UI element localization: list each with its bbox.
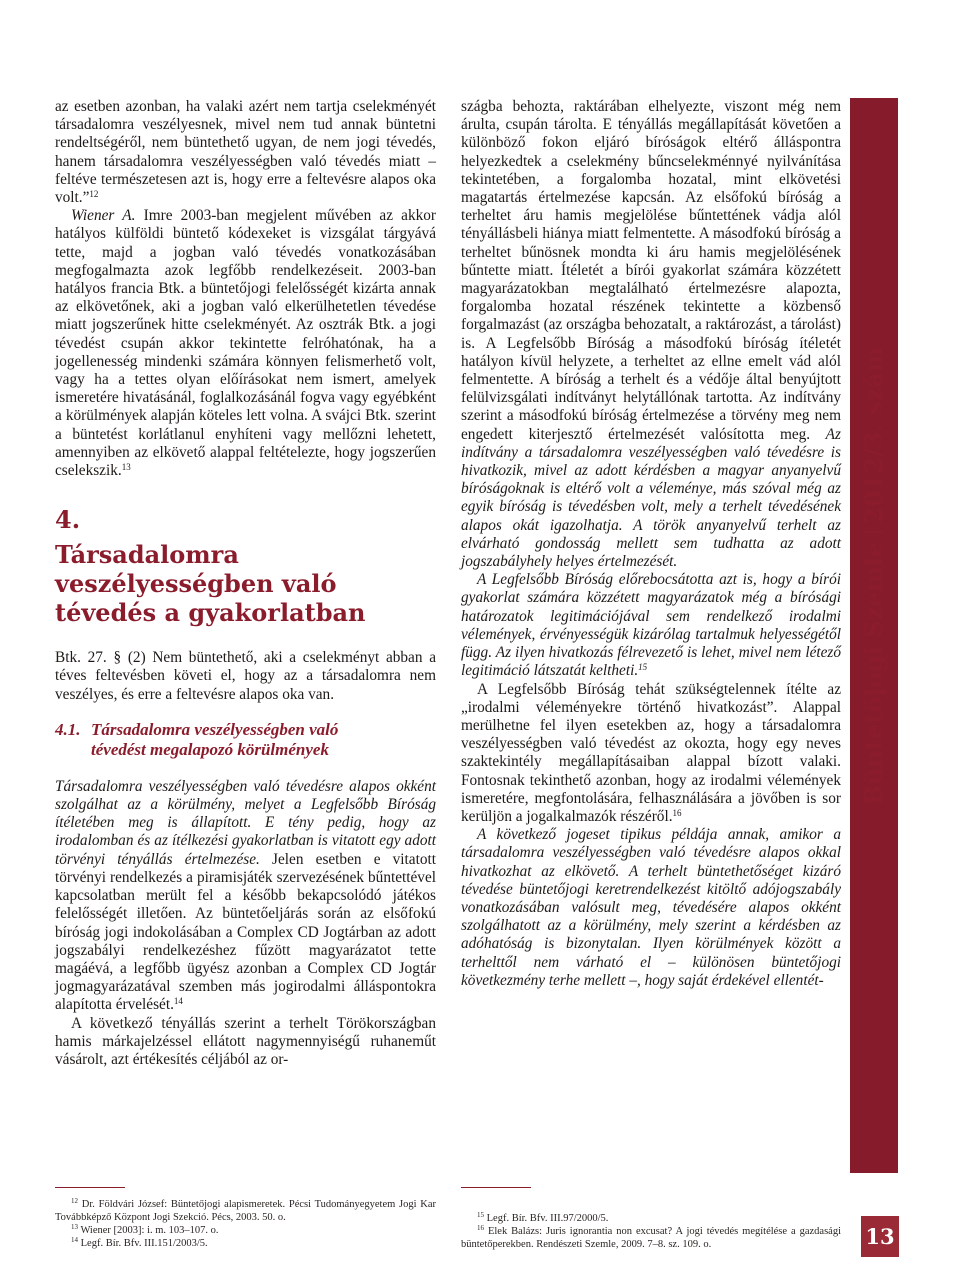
footnote-ref: 14 <box>173 996 183 1007</box>
footnote-ref: 12 <box>89 189 99 200</box>
footnote: $^{15}$ Legf. Bír. Bfv. III.97/2000/5. <box>477 1211 609 1224</box>
paragraph: szágba behozta, raktárában elhelyezte, viszont még nem árulta, csupán tárolta. E tényállás megállapítását követően a különböző fokon eljáró bíróságok eltérő álláspontra helyezkedtek a cselekmény bűncselekménnyé nyilvánítása tekintetében, a forgalomba hozatal, mint elkövetési magatartás értelmezése kapcsán. Az elsőfokú bíróság a terheltet áru hamis megjelölése bűntettének vádja alól tényállásbeli hiánya miatt felmentette. A másodfokú bíróság a terheltet bűnösnek mondta ki áru hamis megjelölésének bűntette miatt. Ítéletét a bírói gyakorlat számára közzétett magyarázatokban megtalálható értelmezésre alapozta, forgalomba hozatal részének tekintette a közbenső forgalmazást (az országba behozatalt, a raktározást, a tárolást) is. A Legfelsőbb Bíróság a másodfokú bíróság ítéletét hatályon kívül helyzete, a terheltet az ellne emelt vád alól felmentette. A bíróság a terhelt és a védője által benyújtott felülvizsgálati indítványt helytállónak tartotta. Az indítvány szerint a másodfokú bíróság értelmezése a törvény meg nem engedett kiterjesztő értelmezését valósította meg. Az indítvány a társadalomra veszélyességben való tévedésre is hivatkozik, mivel az adott kérdésben a magyar anyanyelvű bíróságoknak is eltérő volt a véleménye, más szóval még az egyik bíróság is tévedésben volt, mely a terhelt tévedésének alapos okát igazolhatja. A török anyanyelvű terhelt az elvárható gondosság mellett sem tudhatta az adott jogszabályhely helyes értelmezését. <box>461 98 841 571</box>
paragraph: A következő jogeset tipikus példája annak, amikor a társadalomra veszélyességben való tévedésre alapos okkal hivatkozhat az elkövető. A terhelt büntethetőséget kizáró tévedése büntetőjogi keretrendelkezést kitöltő adójogszabály vonatkozásában valósult meg, tévedésére alapos okként szolgálhatott az a körülmény, mely szerint a kérdésben az adóhatóság is bizonytalan. Ilyen körülmények között a terhelttől nem várható el – különösen büntetőjogi következmény terhe mellett –, hogy saját érdekével ellentét- <box>461 826 841 989</box>
footnotes-right <box>461 1212 841 1251</box>
footnote-ref: 13 <box>121 462 131 473</box>
subsection-number: 4.1. <box>55 719 81 739</box>
footnote-ref: 15 <box>638 662 648 673</box>
paragraph: Társadalomra veszélyességben való tévedésre alapos okként szolgálhat az a körülmény, melyet a Legfelsőbb Bíróság ítéletében meg is állapított. E tény pedig, hogy az irodalomban és az ítélkezési gyakorlatban is vitatott egy adott törvényi tényállás értelmezése. Jelen esetben e vitatott törvényi rendelkezés a piramisjáték szervezésének bűntettével kapcsolatban merült fel a később bekapcsolódó játékos felelősségét illetően. Az büntetőeljárás során az elsőfokú bíróság jogi indokolásában a Complex CD Jogtárban az adott jogszabályi rendelkezéshez fűzött magyarázatot tette magáévá, a legfőbb ügyész azonban a Complex CD Jogtár jogmagyarázatával szemben más jogirodalmi álláspontokra alapította érvelését.$^{14}$ <box>55 777 436 1014</box>
paragraph: Wiener A. Imre 2003-ban megjelent művében az akkor hatályos külföldi büntető kódexeket is vizsgálat tárgyává tette, majd a jogban való tévedés vonatkozásában megfogalmazta azok legfőbb rendelkezéseit. 2003-ban hatályos francia Btk. a büntetőjogi felelősségét kizárta annak az elkövetőnek, aki a jogban való elkerülhetetlen tévedése miatt jogszerűnek hitte cselekményét. Az osztrák Btk. a jogi tévedést csupán akkor tekintette felróhatónak, ha a jogellenesség mindenki számára könnyen felismerhető volt, vagy ha a tettes olyan előírásokat nem ismert, amelyek ismeretére hivatásánál, foglalkozásánál fogva vagy egyébként a körülmények alapján köteles lett volna. A svájci Btk. szerint a büntetést korlátlanul enyhíteni vagy mellőzni lehetett, amennyiben az elkövető alappal feltételezte, hogy jogszerűen cselekszik.$^{13}$ <box>55 207 437 480</box>
paragraph: Btk. 27. § (2) Nem büntethető, aki a cselekményt abban a téves feltevésben követi el, hogy az a társadalomra nem veszélyes, és erre a feltevésre alapos oka van. <box>55 649 436 703</box>
divider <box>863 532 885 534</box>
author-name: Wiener A. <box>71 207 136 225</box>
footnote: $^{16}$ Elek Balázs: Juris ignorantia non excusat? A jogi tévedés megítélése a gazdasági büntetőperekben. Rendészeti Szemle, 2009. 7–8. sz. 109. o. <box>461 1224 841 1250</box>
footnote-ref: 16 <box>672 807 682 818</box>
section-title: Társadalomra veszélyességben való tévedés a gyakorlatban <box>55 540 366 628</box>
footnotes-left <box>55 1198 436 1250</box>
paragraph: A következő tényállás szerint a terhelt Törökországban hamis márkajelzéssel ellátott nagymennyiségű ruhaneműt vásárolt, azt értékesítés céljából az or- <box>55 1014 436 1068</box>
footnote: $^{12}$ Dr. Földvári József: Büntetőjogi alapismeretek. Pécsi Tudományegyetem Jogi Kar Továbbképző Központ Jogi Szekció. Pécs, 2003. 50. o. <box>55 1197 437 1223</box>
footnote-rule <box>461 1187 531 1188</box>
section-number: 4. <box>55 505 81 535</box>
right-column <box>461 98 841 990</box>
left-column <box>55 98 436 1069</box>
paragraph: A Legfelsőbb Bíróság tehát szükségtelennek ítélte az „irodalmi véleményekre történő hivatkozást”. Alappal merülhetne fel ilyen esetekben az, hogy a társadalomra veszélyességben való tévedést az okozta, hogy egy neves szaktekintély megállapításaiban alappal bízott valaki. Fontosnak tekinthető azonban, hogy az irodalmi vélemények ismeretére, megfontolására, felhasználására a jövőben is sor kerüljön a jogalkalmazók részéről.$^{16}$ <box>461 680 841 825</box>
footnote: $^{14}$ Legf. Bír. Bfv. III.151/2003/5. <box>71 1236 208 1249</box>
subsection-title: 4.1. Társadalomra veszélyességben való tévedést megalapozó körülmények <box>55 719 339 759</box>
paragraph: az esetben azonban, ha valaki azért nem tartja cselekményét társadalomra veszélyesnek, mivel nem tud annak büntetni rendeltségéről, nem büntethető ugyan, de nem jogi tévedés, hanem társadalomra veszélyességben való tévedés miatt – feltéve természetesen azt is, hogy erre a feltevésre alapos oka volt.”$^{12}$ <box>55 98 436 207</box>
page-number: 13 <box>861 1216 899 1257</box>
paragraph: A Legfelsőbb Bíróság előrebocsátotta azt is, hogy a bírói gyakorlat számára közzétett magyarázatok még a bírósági határozatok legitimációjával sem rendelkező irodalmi vélemények, érvényességük kizárólag tartalmuk helyességétől függ. Az ilyen hivatkozás félrevezető is lehet, mivel nem létező legitimáció látszatát keltheti.$^{15}$ <box>461 571 841 680</box>
footnote-rule <box>55 1187 125 1188</box>
journal-issue: 2012/3. szám <box>859 346 888 524</box>
footnote: $^{13}$ Wiener [2003]: i. m. 103–107. o. <box>71 1223 219 1236</box>
journal-title: Büntetőjogi Szemle <box>859 541 888 806</box>
